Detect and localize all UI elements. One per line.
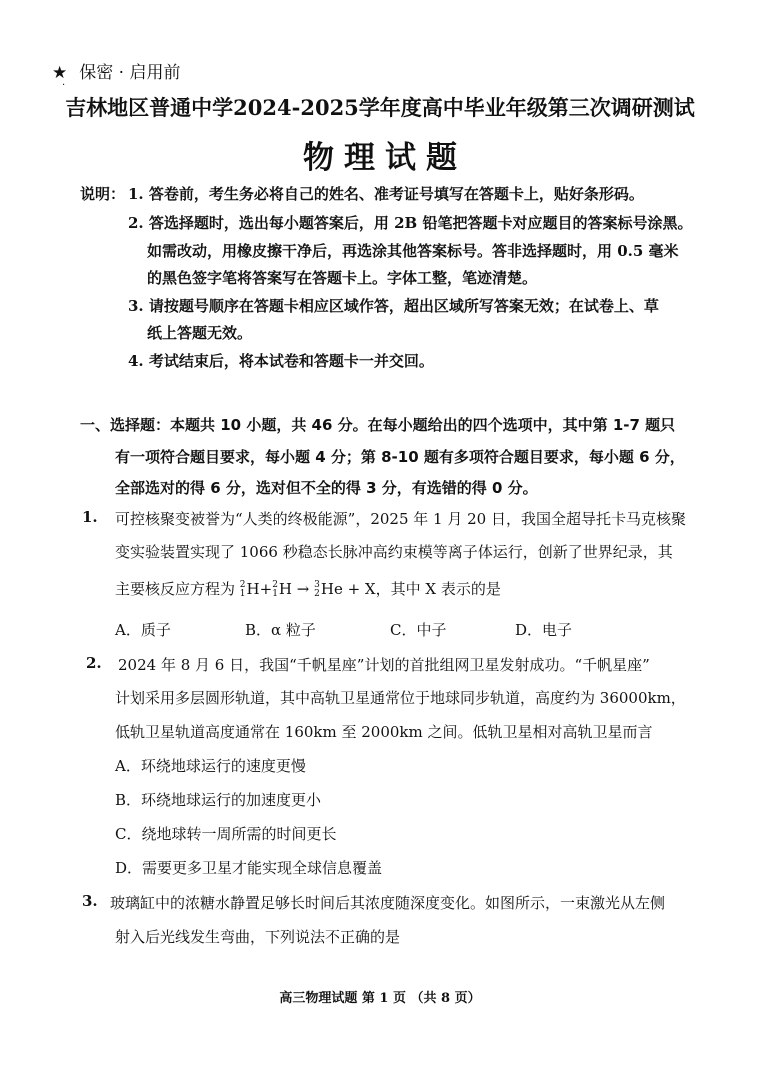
instructions-label: 说明： bbox=[80, 185, 126, 203]
instruction-line: 4. 考试结束后，将本试卷和答题卡一并交回。 bbox=[128, 352, 434, 370]
option-b: B．环绕地球运行的加速度更小 bbox=[115, 791, 322, 809]
option-a: A．环绕地球运行的速度更慢 bbox=[115, 757, 306, 775]
question-text: 低轨卫星轨道高度通常在 160km 至 2000km 之间。低轨卫星相对高轨卫星而言 bbox=[115, 723, 653, 741]
question-text: 射入后光线发生弯曲，下列说法不正确的是 bbox=[115, 928, 401, 946]
instruction-line: 3. 请按题号顺序在答题卡相应区域作答，超出区域所写答案无效；在试卷上、草 bbox=[128, 297, 659, 315]
formula-prefix: 主要核反应方程为 bbox=[115, 580, 236, 598]
option-d: D．需要更多卫星才能实现全球信息覆盖 bbox=[115, 859, 383, 877]
formula-part: H+ bbox=[246, 580, 273, 598]
confidential-label bbox=[52, 58, 180, 83]
question-number: 1. bbox=[82, 508, 98, 526]
star-icon: ★ bbox=[52, 63, 68, 83]
option-d: D．电子 bbox=[515, 621, 573, 639]
question-number: 3. bbox=[82, 892, 98, 910]
section-line: 有一项符合题目要求，每小题 4 分；第 8-10 题有多项符合题目要求，每小题 6 分， bbox=[115, 448, 685, 466]
dot-mark: · bbox=[62, 80, 66, 91]
formula-part: H → bbox=[278, 580, 310, 598]
question-text: 可控核聚变被誉为“人类的终极能源”，2025 年 1 月 20 日，我国全超导托卡马克核聚 bbox=[115, 510, 686, 528]
page-footer: 高三物理试题 第 1 页 （共 8 页） bbox=[279, 991, 481, 1006]
question-text: 变实验装置实现了 1066 秒稳态长脉冲高约束模等离子体运行，创新了世界纪录，其 bbox=[115, 543, 673, 561]
question-text: 计划采用多层圆形轨道，其中高轨卫星通常位于地球同步轨道，高度约为 36000km， bbox=[115, 689, 686, 707]
instruction-line: 如需改动，用橡皮擦干净后，再选涂其他答案标号。答非选择题时，用 0.5 毫米 bbox=[147, 242, 679, 260]
option-a: A．质子 bbox=[115, 621, 171, 639]
reaction-equation-line bbox=[115, 578, 501, 599]
secret-text: 保密 · 启用前 bbox=[79, 63, 181, 83]
subject-title: 物理试题 bbox=[303, 140, 467, 176]
option-c: C．绕地球转一周所需的时间更长 bbox=[115, 825, 337, 843]
isotope-index: 2 1 bbox=[239, 580, 246, 599]
question-text: 2024 年 8 月 6 日，我国“千帆星座”计划的首批组网卫星发射成功。“千帆星座” bbox=[118, 656, 650, 674]
option-b: B．α 粒子 bbox=[245, 621, 316, 639]
exam-title: 吉林地区普通中学2024-2025学年度高中毕业年级第三次调研测试 bbox=[65, 95, 695, 120]
instruction-line: 1. 答卷前，考生务必将自己的姓名、准考证号填写在答题卡上，贴好条形码。 bbox=[128, 185, 644, 203]
isotope-index: 3 2 bbox=[314, 580, 320, 599]
section-line: 全部选对的得 6 分，选对但不全的得 3 分，有选错的得 0 分。 bbox=[115, 479, 538, 497]
instruction-line: 纸上答题无效。 bbox=[147, 324, 253, 342]
question-number: 2. bbox=[86, 654, 102, 672]
instruction-line: 的黑色签字笔将答案写在答题卡上。字体工整，笔迹清楚。 bbox=[147, 269, 538, 287]
isotope-index: 2 1 bbox=[272, 580, 278, 599]
formula-suffix: ，其中 X 表示的是 bbox=[375, 580, 501, 598]
formula-part: He + X bbox=[320, 580, 376, 598]
instruction-line: 2. 答选择题时，选出每小题答案后，用 2B 铅笔把答题卡对应题目的答案标号涂黑。 bbox=[128, 214, 693, 232]
question-text: 玻璃缸中的浓糖水静置足够长时间后其浓度随深度变化。如图所示，一束激光从左侧 bbox=[110, 894, 666, 912]
option-c: C．中子 bbox=[390, 621, 447, 639]
section-heading: 一、选择题：本题共 10 小题，共 46 分。在每小题给出的四个选项中，其中第 1-7 题只 bbox=[80, 416, 676, 434]
